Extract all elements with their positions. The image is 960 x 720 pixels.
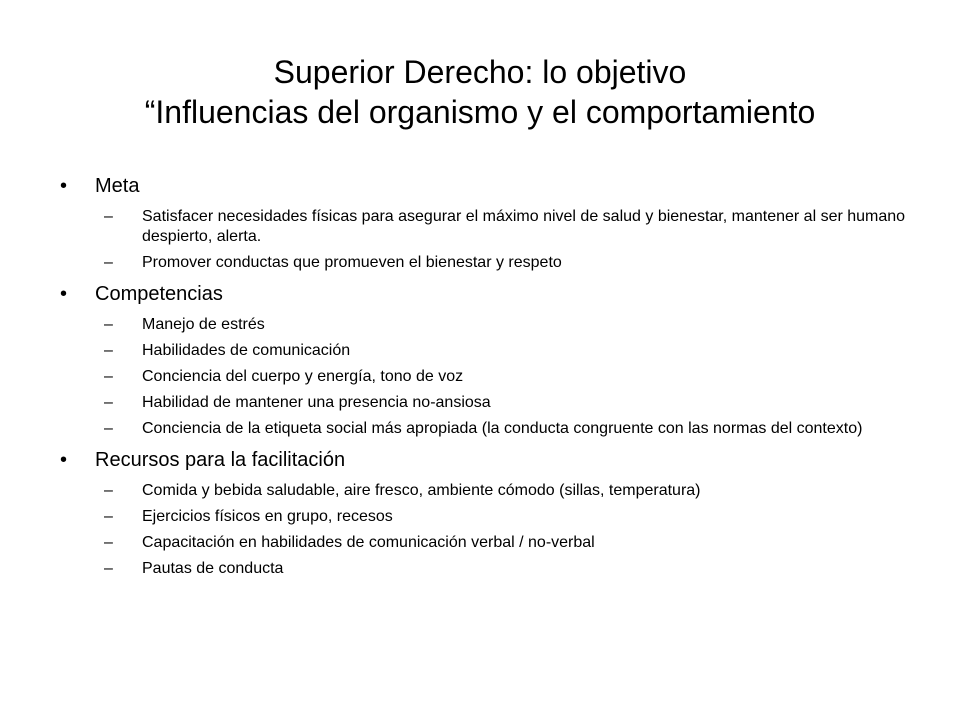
bullet-item xyxy=(60,171,910,201)
slide-title-line-2: “Influencias del organismo y el comportamiento xyxy=(144,94,816,130)
dash-icon: – xyxy=(104,534,113,551)
dash-icon: – xyxy=(104,254,113,271)
dash-icon: – xyxy=(104,394,113,411)
sub-item xyxy=(60,507,910,527)
bullet-item xyxy=(60,279,910,309)
dash-icon: – xyxy=(104,420,113,437)
sub-item-text: Habilidad de mantener una presencia no-ansiosa xyxy=(142,394,491,411)
sub-item-text: Conciencia de la etiqueta social más apropiada (la conducta congruente con las normas del contexto) xyxy=(142,420,863,437)
sub-item-text: Ejercicios físicos en grupo, recesos xyxy=(142,508,393,525)
slide-body xyxy=(60,171,910,579)
sub-item xyxy=(60,367,910,387)
sub-item-text: Capacitación en habilidades de comunicación verbal / no-verbal xyxy=(142,534,595,551)
sub-item-text: Satisfacer necesidades físicas para asegurar el máximo nivel de salud y bienestar, mantener al ser humano despierto, alerta. xyxy=(142,208,906,245)
bullet-heading: Recursos para la facilitación xyxy=(95,449,346,471)
dash-icon: – xyxy=(104,368,113,385)
sub-item-text: Conciencia del cuerpo y energía, tono de voz xyxy=(142,368,464,385)
bullet-icon: • xyxy=(60,283,68,305)
section-meta xyxy=(60,171,910,273)
dash-icon: – xyxy=(104,508,113,525)
dash-icon: – xyxy=(104,342,113,359)
dash-icon: – xyxy=(104,560,113,577)
bullet-heading: Meta xyxy=(95,175,140,197)
sub-item-text: Manejo de estrés xyxy=(142,316,265,333)
sub-item xyxy=(60,207,910,247)
sub-item xyxy=(60,559,910,579)
sub-item-text: Habilidades de comunicación xyxy=(142,342,351,359)
sub-item xyxy=(60,253,910,273)
section-competencias xyxy=(60,279,910,439)
dash-icon: – xyxy=(104,208,113,225)
sub-item-text: Comida y bebida saludable, aire fresco, ambiente cómodo (sillas, temperatura) xyxy=(142,482,701,499)
section-recursos xyxy=(60,445,910,579)
slide-title xyxy=(40,52,920,132)
bullet-item xyxy=(60,445,910,475)
sub-item xyxy=(60,533,910,553)
sub-item xyxy=(60,341,910,361)
bullet-heading: Competencias xyxy=(95,283,223,305)
sub-item-text: Promover conductas que promueven el bienestar y respeto xyxy=(142,254,562,271)
bullet-icon: • xyxy=(60,175,68,197)
sub-item xyxy=(60,393,910,413)
sub-item xyxy=(60,315,910,335)
dash-icon: – xyxy=(104,316,113,333)
bullet-icon: • xyxy=(60,449,68,471)
sub-item-text: Pautas de conducta xyxy=(142,560,284,577)
dash-icon: – xyxy=(104,482,113,499)
sub-item xyxy=(60,419,910,439)
sub-item xyxy=(60,481,910,501)
slide-title-line-1: Superior Derecho: lo objetivo xyxy=(273,54,687,90)
